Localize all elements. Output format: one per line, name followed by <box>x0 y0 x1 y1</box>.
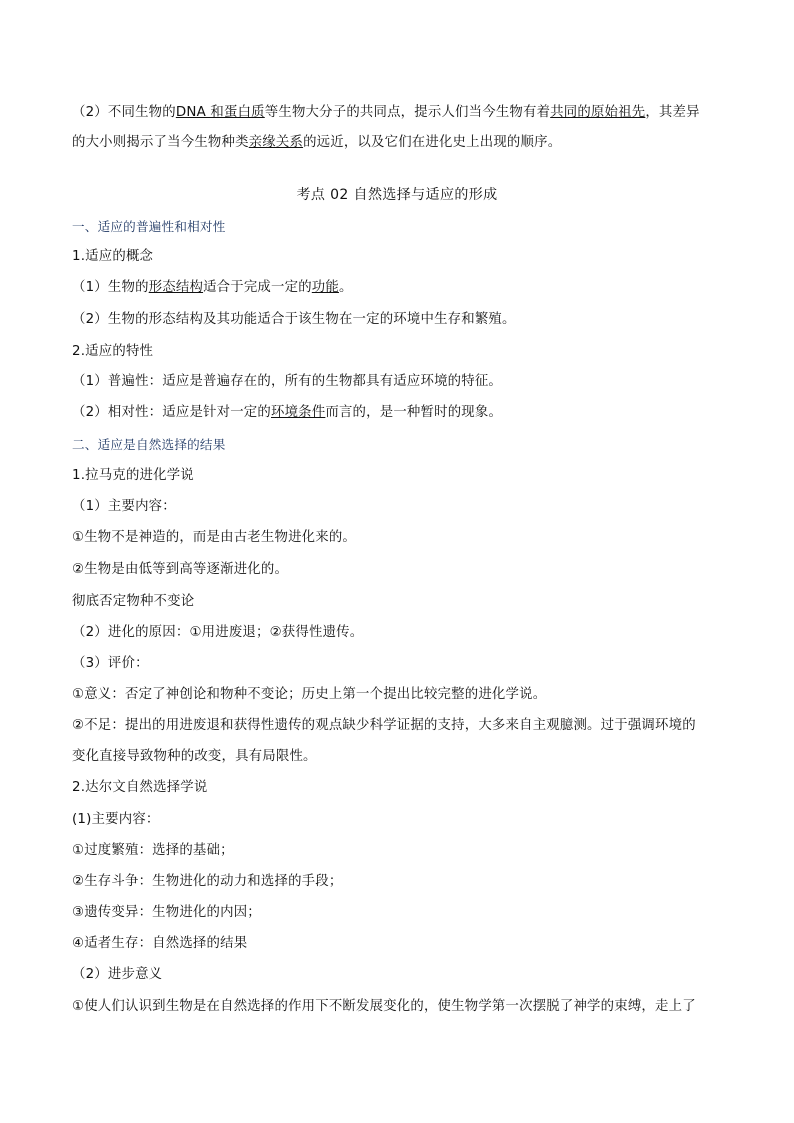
paragraph-line: ④适者生存：自然选择的结果 <box>72 936 248 951</box>
underlined-term: 亲缘关系 <box>248 135 304 150</box>
paragraph-line: 彻底否定物种不变论 <box>72 594 195 609</box>
paragraph-line <box>72 403 502 423</box>
text-run: （2）不同生物的 <box>72 105 176 120</box>
subheading: 2.达尔文自然选择学说 <box>72 780 208 795</box>
underlined-term: 功能 <box>311 280 339 295</box>
paragraph-line: ①意义：否定了神创论和物种不变论；历史上第一个提出比较完整的进化学说。 <box>72 687 547 702</box>
text-run: 适合于完成一定的 <box>203 280 312 295</box>
section-title: 考点 02 自然选择与适应的形成 <box>296 187 498 203</box>
paragraph-line: （2）生物的形态结构及其功能适合于该生物在一定的环境中生存和繁殖。 <box>72 312 516 327</box>
text-run: 等生物大分子的共同点，提示人们当今生物有着 <box>264 105 551 120</box>
subheading: 1.适应的概念 <box>72 249 154 264</box>
paragraph-line <box>72 133 561 153</box>
text-run: （2）相对性：适应是针对一定的 <box>72 405 271 420</box>
paragraph-line: ①使人们认识到生物是在自然选择的作用下不断发展变化的，使生物学第一次摆脱了神学的束缚，走上了 <box>72 999 696 1014</box>
paragraph-line: ②不足：提出的用进废退和获得性遗传的观点缺少科学证据的支持，大多来自主观臆测。过于强调环境的 <box>72 718 696 733</box>
paragraph-line: ②生存斗争：生物进化的动力和选择的手段； <box>72 874 343 889</box>
paragraph-line: （1）主要内容： <box>72 499 176 514</box>
underlined-term: DNA 和蛋白质 <box>175 105 265 120</box>
heading-2: 二、适应是自然选择的结果 <box>72 437 226 452</box>
paragraph-line: ②生物是由低等到高等逐渐进化的。 <box>72 562 289 577</box>
paragraph-line: （1）普遍性：适应是普遍存在的，所有的生物都具有适应环境的特征。 <box>72 374 503 389</box>
paragraph-line: 变化直接导致物种的改变，具有局限性。 <box>72 749 317 764</box>
text-run: （1）生物的 <box>72 280 149 295</box>
subheading: 2.适应的特性 <box>72 344 154 359</box>
paragraph-line: ③遗传变异：生物进化的内因； <box>72 905 261 920</box>
underlined-term: 共同的原始祖先 <box>550 105 646 120</box>
text-run: 的大小则揭示了当今生物种类 <box>72 135 249 150</box>
paragraph-line: （3）评价： <box>72 656 149 671</box>
subheading: 1.拉马克的进化学说 <box>72 468 194 483</box>
paragraph-line: （2）进步意义 <box>72 967 163 982</box>
heading-1: 一、适应的普遍性和相对性 <box>72 219 226 234</box>
paragraph-line <box>72 278 353 298</box>
text-run: ，其差异 <box>645 105 700 120</box>
paragraph-line: （2）进化的原因：①用进废退；②获得性遗传。 <box>72 625 364 640</box>
paragraph-line: (1)主要内容： <box>72 812 160 827</box>
paragraph-line <box>72 103 700 123</box>
paragraph-line: ①生物不是神造的，而是由古老生物进化来的。 <box>72 530 357 545</box>
paragraph-line: ①过度繁殖：选择的基础； <box>72 843 234 858</box>
underlined-term: 环境条件 <box>271 405 326 420</box>
text-run: 。 <box>338 280 353 295</box>
text-run: 而言的，是一种暂时的现象。 <box>325 405 503 420</box>
text-run: 的远近，以及它们在进化史上出现的顺序。 <box>303 135 562 150</box>
underlined-term: 形态结构 <box>148 280 204 295</box>
